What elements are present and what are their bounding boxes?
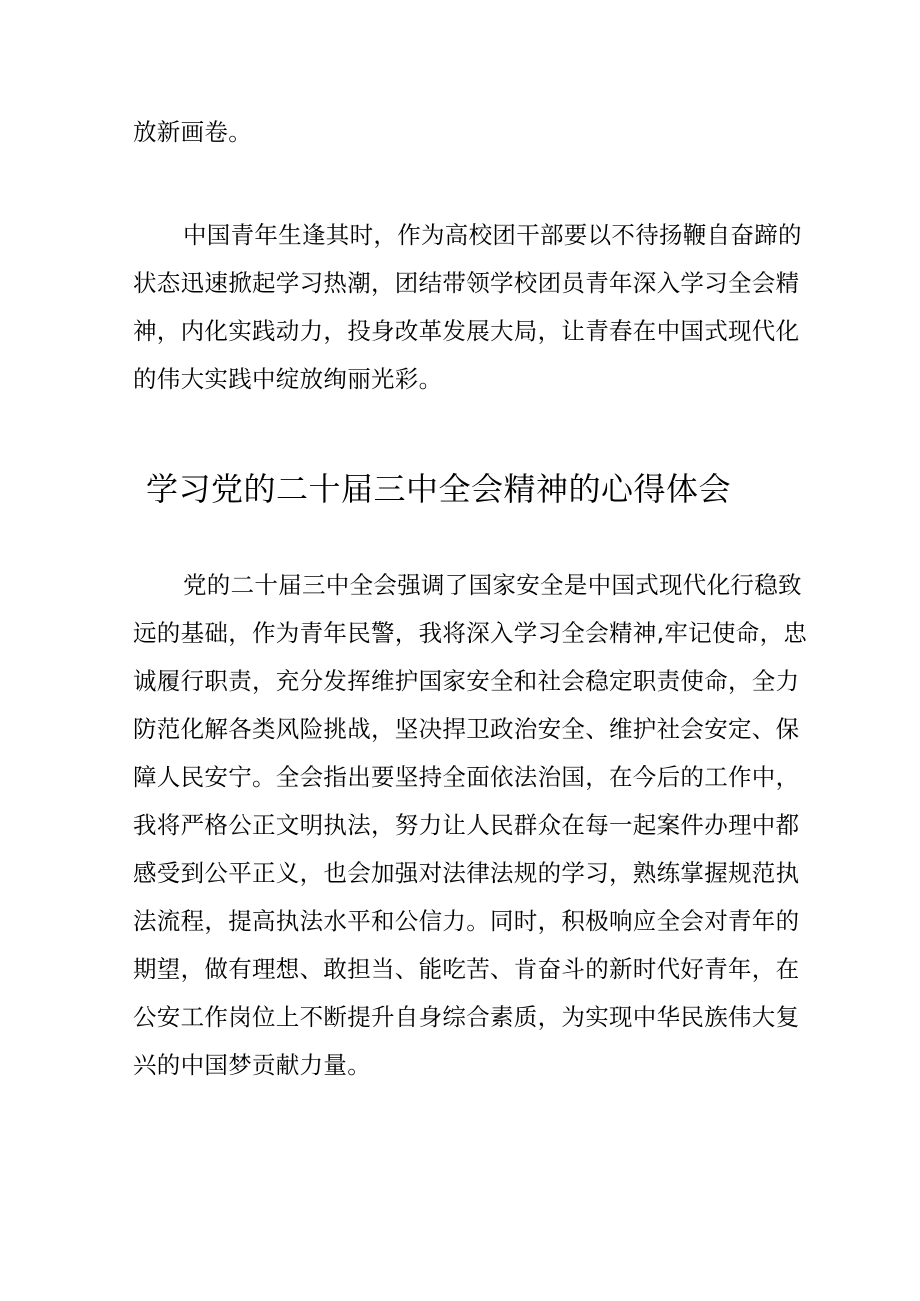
paragraph-continuation-line: 放新画卷。	[133, 118, 252, 146]
paragraph-3-line-9: 期望，做有理想、敢担当、能吃苦、肯奋斗的新时代好青年，在	[133, 955, 800, 983]
paragraph-3-line-6: 我将严格公正文明执法，努力让人民群众在每一起案件办理中都	[133, 811, 800, 839]
paragraph-3-line-8: 法流程，提高执法水平和公信力。同时，积极响应全会对青年的	[133, 907, 800, 935]
paragraph-3-line-11: 兴的中国梦贡献力量。	[133, 1051, 371, 1079]
paragraph-2-line-4: 的伟大实践中绽放绚丽光彩。	[133, 365, 443, 393]
paragraph-3-line-4: 防范化解各类风险挑战，坚决捍卫政治安全、维护社会安定、保	[133, 715, 800, 743]
paragraph-2-line-2: 状态迅速掀起学习热潮，团结带领学校团员青年深入学习全会精	[133, 269, 800, 297]
section-heading: 学习党的二十届三中全会精神的心得体会	[146, 470, 732, 508]
paragraph-3-line-3: 诚履行职责，充分发挥维护国家安全和社会稳定职责使命，全力	[133, 667, 800, 695]
paragraph-2-line-1: 中国青年生逢其时，作为高校团干部要以不待扬鞭自奋蹄的	[183, 221, 802, 249]
paragraph-3-line-7: 感受到公平正义，也会加强对法律法规的学习，熟练掌握规范执	[133, 859, 800, 887]
paragraph-3-line-1: 党的二十届三中全会强调了国家安全是中国式现代化行稳致	[183, 571, 802, 599]
paragraph-3-line-5: 障人民安宁。全会指出要坚持全面依法治国，在今后的工作中，	[133, 763, 800, 791]
paragraph-2-line-3: 神，内化实践动力，投身改革发展大局，让青春在中国式现代化	[133, 317, 800, 345]
paragraph-3-line-2: 远的基础，作为青年民警，我将深入学习全会精神,牢记使命，忠	[133, 619, 808, 647]
paragraph-3-line-10: 公安工作岗位上不断提升自身综合素质，为实现中华民族伟大复	[133, 1003, 800, 1031]
